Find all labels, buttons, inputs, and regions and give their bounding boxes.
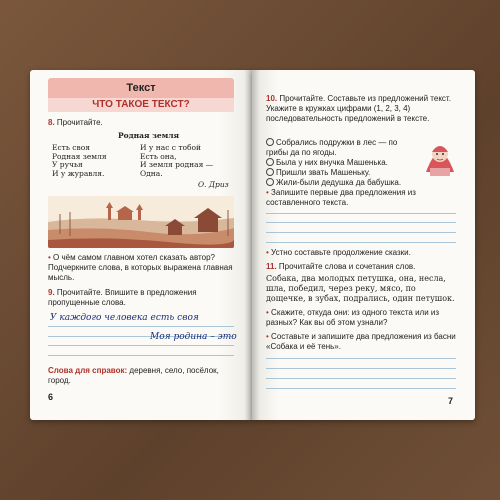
- oral-instruction: [266, 248, 456, 258]
- question-text: Скажите, откуда они: из одного текста или из разных? Как вы об этом узнали?: [266, 308, 440, 327]
- instruction-text: Устно составьте продолжение сказки.: [271, 248, 411, 257]
- workbook-spread: [30, 70, 475, 420]
- section-title: Текст: [48, 78, 234, 98]
- bullet-icon: •: [266, 188, 269, 197]
- hint-text: деревня, село, посёлок, город.: [48, 366, 219, 385]
- sentence-item: Пришли звать Машеньку.: [266, 168, 416, 178]
- poem-column-2: И у нас с тобой Есть она, И земля родная — Одна.: [140, 143, 214, 178]
- bullet-icon: •: [266, 248, 269, 257]
- task-number: 8.: [48, 118, 55, 127]
- reference-words: [48, 366, 234, 386]
- write-instruction: [266, 188, 456, 208]
- grandmother-illustration: [420, 132, 460, 178]
- source-question: [266, 308, 456, 328]
- compose-instruction: [266, 332, 456, 352]
- book-spine: [244, 70, 260, 420]
- village-illustration: [48, 196, 234, 248]
- writing-line: [266, 242, 456, 243]
- page-number: 6: [48, 392, 54, 402]
- poem-title: Родная земля: [118, 131, 180, 140]
- sentence-list: [266, 138, 416, 188]
- task-11: [266, 262, 456, 272]
- task-10: [266, 94, 456, 124]
- sentence-item: Собрались подружки в лес — по грибы да по ягоды.: [266, 138, 398, 157]
- task-text: Прочитайте. Впишите в предложения пропущенные слова.: [48, 288, 197, 307]
- bullet-icon: •: [48, 253, 51, 262]
- writing-line: [48, 355, 234, 356]
- hint-label: Слова для справок:: [48, 366, 128, 375]
- writing-line: [266, 232, 456, 233]
- sentence-item: Жили-были дедушка да бабушка.: [266, 178, 416, 188]
- order-circle[interactable]: [266, 138, 274, 146]
- task-text: Прочитайте. Составьте из предложений текст. Укажите в кружках цифрами (1, 2, 3, 4) последовательность предложений в тексте.: [266, 94, 451, 123]
- task-text: Прочитайте.: [56, 118, 103, 127]
- instruction-text: Составьте и запишите два предложения из басни «Собака и её тень».: [266, 332, 456, 351]
- order-circle[interactable]: [266, 158, 274, 166]
- main-thought-question: [48, 253, 234, 283]
- task-number: 10.: [266, 94, 278, 103]
- writing-line: [266, 378, 456, 379]
- writing-line: [266, 368, 456, 369]
- task-number: 11.: [266, 262, 277, 271]
- order-circle[interactable]: [266, 178, 274, 186]
- poem-column-1: Есть своя Родная земля У ручья И у журавля.: [52, 143, 107, 178]
- writing-line: [266, 358, 456, 359]
- writing-line: [266, 388, 456, 389]
- task-number: 9.: [48, 288, 55, 297]
- writing-line: [266, 222, 456, 223]
- word-list: Собака, два молодых петушка, она, несла, шла, победил, через реку, мясо, по дощечке, в зубах, подрались, один петушок.: [266, 274, 455, 303]
- task-8: [48, 118, 103, 128]
- question-text: О чём самом главном хотел сказать автор? Подчеркните слова, в которых выражена главная мысль.: [48, 253, 233, 282]
- writing-line: [48, 326, 234, 327]
- poem-author: О. Дриз: [198, 180, 229, 189]
- instruction-text: Запишите первые два предложения из составленного текста.: [266, 188, 416, 207]
- task-9: [48, 288, 234, 308]
- writing-line: [266, 213, 456, 214]
- left-page: [30, 70, 252, 420]
- handwritten-answer-1: У каждого человека есть своя: [50, 313, 199, 323]
- sentence-item: Была у них внучка Машенька.: [266, 158, 416, 168]
- writing-line: [48, 345, 234, 346]
- task-text: Прочитайте слова и сочетания слов.: [278, 262, 416, 271]
- order-circle[interactable]: [266, 168, 274, 176]
- handwritten-answer-2: Моя родина – это: [150, 332, 237, 342]
- bullet-icon: •: [266, 332, 269, 341]
- subsection-title: ЧТО ТАКОЕ ТЕКСТ?: [48, 98, 234, 112]
- page-number: 7: [448, 396, 454, 406]
- bullet-icon: •: [266, 308, 269, 317]
- right-page: [252, 70, 475, 420]
